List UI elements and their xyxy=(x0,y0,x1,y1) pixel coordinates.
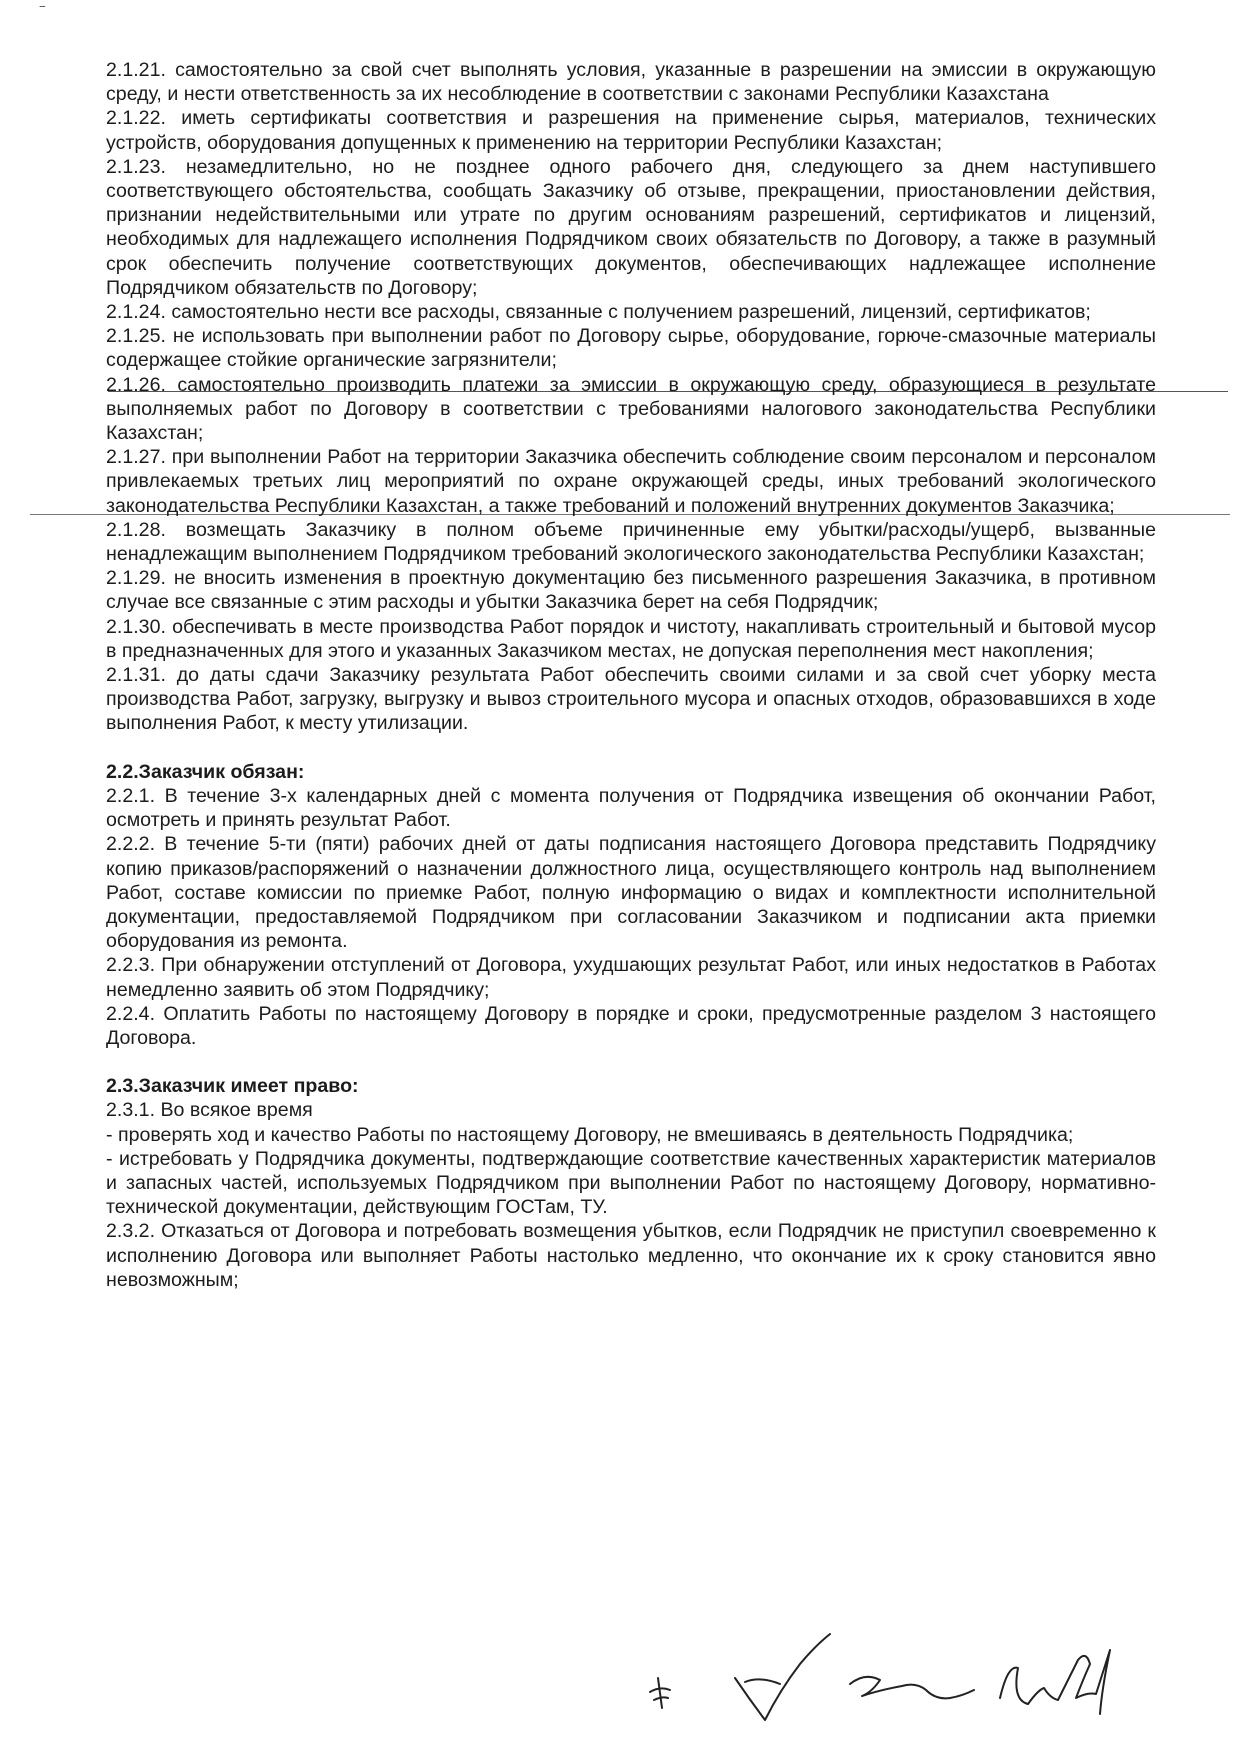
document-body xyxy=(106,58,1156,1292)
clause-2-2-4: 2.2.4. Оплатить Работы по настоящему Договору в порядке и сроки, предусмотренные разделом 3 настоящего Договора. xyxy=(106,1002,1156,1049)
clause-2-1-22: 2.1.22. иметь сертификаты соответствия и разрешения на применение сырья, материалов, технических устройств, оборудования допущенных к применению на территории Республики Казахстан; xyxy=(106,107,1156,154)
clause-2-2-1: 2.2.1. В течение 3-х календарных дней с момента получения от Подрядчика извещения об окончании Работ, осмотреть и принять результат Работ. xyxy=(106,784,1156,832)
section-2-3-heading: 2.3.Заказчик имеет право: xyxy=(106,1075,359,1098)
clause-2-1-25: 2.1.25. не использовать при выполнении работ по Договору сырье, оборудование, горюче-смазочные материалы содержащее стойкие органические загрязнители; xyxy=(106,325,1156,372)
signature-2 xyxy=(850,1677,974,1699)
clause-2-1-21: 2.1.21. самостоятельно за свой счет выполнять условия, указанные в разрешении на эмиссии в окружающую среду, и нести ответственность за их несоблюдение в соответствии с законами Республики Казахстана xyxy=(106,59,1156,106)
section-2-2-heading: 2.2.Заказчик обязан: xyxy=(106,760,305,783)
spacer xyxy=(106,1050,1156,1074)
clause-2-1-28: 2.1.28. возмещать Заказчику в полном объеме причиненные ему убытки/расходы/ущерб, вызванные ненадлежащим выполнением Подрядчиком требований экологического законодательства Республики Казахстан; xyxy=(106,518,1156,566)
signatures xyxy=(640,1620,1160,1740)
clause-2-2-2: 2.2.2. В течение 5-ти (пяти) рабочих дней от даты подписания настоящего Договора представить Подрядчику копию приказов/распоряжений о назначении должностного лица, осуществляющего контроль над выполнением Работ, составе комиссии по приемке Работ, полную информацию о видах и комплектности исполнительной документации, предоставляемой Подрядчиком при согласовании Заказчиком и подписании акта приемки оборудования из ремонта. xyxy=(106,833,1156,953)
spacer xyxy=(106,736,1156,760)
clause-2-1-23: 2.1.23. незамедлительно, но не позднее одного рабочего дня, следующего за днем наступившего соответствующего обстоятельства, сообщать Заказчику об отзыве, прекращении, приостановлении действия, признании недействительными или утрате по другим основаниям разрешений, сертификатов и лицензий, необходимых для надлежащего исполнения Подрядчиком своих обязательств по Договору, а также в разумный срок обеспечить получение соответствующих документов, обеспечивающих надлежащее исполнение Подрядчиком обязательств по Договору; xyxy=(106,155,1156,299)
clause-2-1-30: 2.1.30. обеспечивать в месте производства Работ порядок и чистоту, накапливать строительный и бытовой мусор в предназначенных для этого и указанных Заказчиком местах, не допуская переполнения мест накопления; xyxy=(106,615,1156,662)
clause-2-2-3: 2.2.3. При обнаружении отступлений от Договора, ухудшающих результат Работ, или иных недостатков в Работах немедленно заявить об этом Подрядчику; xyxy=(106,954,1156,1001)
signature-1 xyxy=(735,1634,830,1720)
clause-2-3-2: 2.3.2. Отказаться от Договора и потребовать возмещения убытков, если Подрядчик не приступил своевременно к исполнению Договора или выполняет Работы настолько медленно, что окончание их к сроку становится явно невозможным; xyxy=(106,1220,1156,1291)
clause-2-1-26: 2.1.26. самостоятельно производить платежи за эмиссии в окружающую среду, образующиеся в результате выполняемых работ по Договору в соответствии с требованиями налогового законодательства Республики Казахстан; xyxy=(106,373,1156,445)
clause-2-1-27: 2.1.27. при выполнении Работ на территории Заказчика обеспечить соблюдение своим персоналом и персоналом привлекаемых третьих лиц мероприятий по охране окружающей среды, иных требований экологического законодательства Республики Казахстан, а также требований и положений внутренних документов Заказчика; xyxy=(106,446,1156,517)
clause-2-3-1-item-1: - проверять ход и качество Работы по настоящему Договору, не вмешиваясь в деятельность Подрядчика; xyxy=(106,1123,1074,1146)
clause-2-1-31: 2.1.31. до даты сдачи Заказчику результата Работ обеспечить своими силами и за свой счет уборку места производства Работ, загрузку, выгрузку и вывоз строительного мусора и опасных отходов, образовавшихся в ходе выполнения Работ, к месту утилизации. xyxy=(106,664,1156,735)
scan-edge-mark: ‾ xyxy=(40,4,45,20)
clause-2-1-29: 2.1.29. не вносить изменения в проектную документацию без письменного разрешения Заказчика, в противном случае все связанные с этим расходы и убытки Заказчика берет на себя Подрядчик; xyxy=(106,567,1156,614)
clause-2-1-24: 2.1.24. самостоятельно нести все расходы, связанные с получением разрешений, лицензий, сертификатов; xyxy=(106,301,1091,324)
clause-2-3-1: 2.3.1. Во всякое время xyxy=(106,1099,313,1122)
initial-mark-1 xyxy=(650,1678,670,1708)
clause-2-3-1-item-2: - истребовать у Подрядчика документы, подтверждающие соответствие качественных характеристик материалов и запасных частей, используемых Подрядчиком при выполнении Работ по настоящему Договору, нормативно-технической документации, действующим ГОСТам, ТУ. xyxy=(106,1147,1156,1219)
signature-3 xyxy=(1000,1650,1110,1714)
